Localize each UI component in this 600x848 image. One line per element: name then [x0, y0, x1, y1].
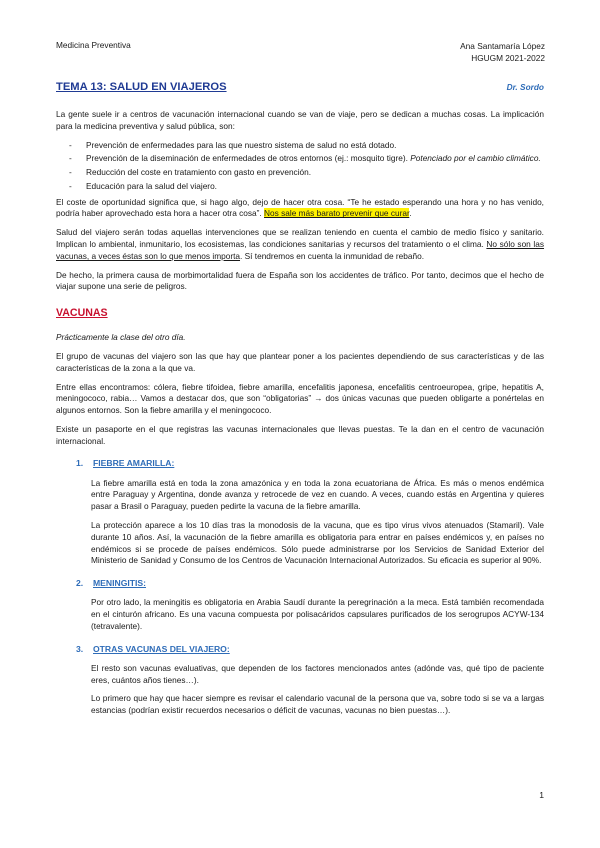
subsection-paragraph: La fiebre amarilla está en toda la zona amazónica y en toda la zona ecuatoriana de África. Es más o menos endémica entre Paraguay y Argentina, donde avanza y retrocede de vez en cuando. A veces, cuando estás en Argentina y quieres pasar a Brasil o Paraguay, pueden pedirte la vacuna de la fiebre amarilla. — [91, 477, 544, 512]
subsection-paragraph: El resto son vacunas evaluativas, que dependen de los factores mencionados antes (adónde vas, qué tipo de paciente eres, cuántos años tienes…). — [91, 662, 544, 685]
section-heading-vacunas: VACUNAS — [56, 307, 108, 320]
subsection-body — [56, 478, 544, 567]
header-author: Ana Santamaría López — [460, 41, 545, 51]
document-body — [56, 109, 544, 724]
list-item — [86, 153, 544, 165]
subsection-paragraph: Lo primero que hay que hacer siempre es revisar el calendario vacunal de la persona que va, sobre todo si se va a largas estancias (podrían existir recuerdos necesarios o déficit de vacunas, vacunas no bien puestas…). — [91, 693, 544, 716]
vacunas-paragraph: Entre ellas encontramos: cólera, fiebre tifoidea, fiebre amarilla, encefalitis japonesa, encefalitis centroeuropea, gripe, hepatitis A, meningococo, rabia… Vamos a destacar dos, que son “obligatorias” → dos únicas vacunas que pueden obligarte a ponértelas en algunos entornos. Son la fiebre amarilla y el meningococo. — [56, 381, 544, 416]
subsection-title: FIEBRE AMARILLA: — [93, 458, 175, 469]
list-item: - Reducción del coste en tratamiento con gasto en prevención. — [86, 167, 544, 179]
subsection-paragraph: Por otro lado, la meningitis es obligatoria en Arabia Saudí durante la peregrinación a la meca. Está también recomendada en el cinturón africano. Es una vacuna compuesta por polisacáridos capsulares purificados de los serogrupos ACYW-134 (tetravalente). — [91, 597, 544, 631]
subsection-title: OTRAS VACUNAS DEL VIAJERO: — [93, 643, 230, 654]
vacunas-note: Prácticamente la clase del otro día. — [56, 332, 186, 343]
subsection-number: 2. — [76, 578, 84, 589]
subsection-body — [56, 663, 544, 717]
vacunas-paragraph: El grupo de vacunas del viajero son las que hay que plantear poner a los pacientes dependiendo de sus características y de las características de la zona a la que va. — [56, 350, 544, 373]
subsection-number: 1. — [76, 458, 84, 469]
header-group: HGUGM 2021-2022 — [471, 53, 545, 64]
health-end: . Sí tendremos en cuenta la inmunidad de rebaño. — [240, 250, 425, 261]
list-item: - Educación para la salud del viajero. — [86, 181, 544, 193]
list-item-text: Prevención de la diseminación de enfermedades de otros entornos (ej.: mosquito tigre). — [86, 153, 408, 164]
health-paragraph — [56, 227, 544, 262]
implications-list — [56, 140, 544, 193]
list-item-italic: Potenciado por el cambio climático. — [410, 153, 541, 164]
title-row — [56, 80, 544, 96]
cost-paragraph — [56, 197, 544, 221]
highlighted-text: Nos sale más barato prevenir que curar — [264, 208, 410, 219]
subsection-title: MENINGITIS: — [93, 578, 146, 589]
subsection-paragraph: La protección aparece a los 10 días tras la monodosis de la vacuna, que es tipo virus vivos atenuados (Stamaril). Vale durante 10 años. Así, la vacunación de la fiebre amarilla es obligatoria para entrar en países endémicos y, en países no endémicos si se procede de países endémicos. Sólo puede administrarse por los Servicios de Sanidad Exterior del Ministerio de Sanidad y Consumo de los Centros de Vacunación Internacional Autorizados. Su eficacia es superior al 90%. — [91, 519, 544, 566]
subsection-number: 3. — [76, 643, 84, 654]
vacunas-paragraph: Existe un pasaporte en el que registras las vacunas internacionales que llevas puestas. Te la dan en el centro de vacunación internacional. — [56, 423, 544, 446]
page-number: 1 — [539, 790, 544, 800]
cause-paragraph: De hecho, la primera causa de morbimortalidad fuera de España son los accidentes de tráfico. Por tanto, decimos que el hecho de viajar supone una serie de peligros. — [56, 269, 544, 292]
header-right — [460, 40, 545, 65]
subsection-heading-otras-vacunas — [76, 643, 544, 655]
subsection-heading-fiebre-amarilla — [76, 457, 544, 469]
intro-paragraph: La gente suele ir a centros de vacunación internacional cuando se van de viaje, pero se dedican a muchas cosas. La implicación para la medicina preventiva y salud pública, son: — [56, 109, 544, 131]
cost-text: El coste de oportunidad significa que, si hago algo, dejo de hacer otra cosa. “Te he estado esperando una hora y no has venido, podría haber aprovechado esta hora a hacer otra cosa”. — [56, 196, 544, 219]
health-text: Salud del viajero serán todas aquellas intervenciones que se realizan teniendo en cuenta el cambio de medio físico y sanitario. Implican lo ambiental, inmunitario, los ecosistemas, las condiciones sanitarias y recursos del tratamiento o el clima. — [56, 227, 544, 250]
cost-end: . — [409, 208, 412, 219]
list-item: - Prevención de enfermedades para las que nuestro sistema de salud no está dotado. — [86, 140, 544, 152]
underlined-text: No sólo son las vacunas, a veces éstas son lo que menos importa — [56, 239, 545, 261]
page-title: TEMA 13: SALUD EN VIAJEROS — [56, 81, 227, 93]
subsection-heading-meningitis — [76, 577, 544, 589]
subsection-body — [56, 597, 544, 632]
doctor-name: Dr. Sordo — [506, 82, 544, 92]
header-course: Medicina Preventiva — [56, 40, 131, 50]
